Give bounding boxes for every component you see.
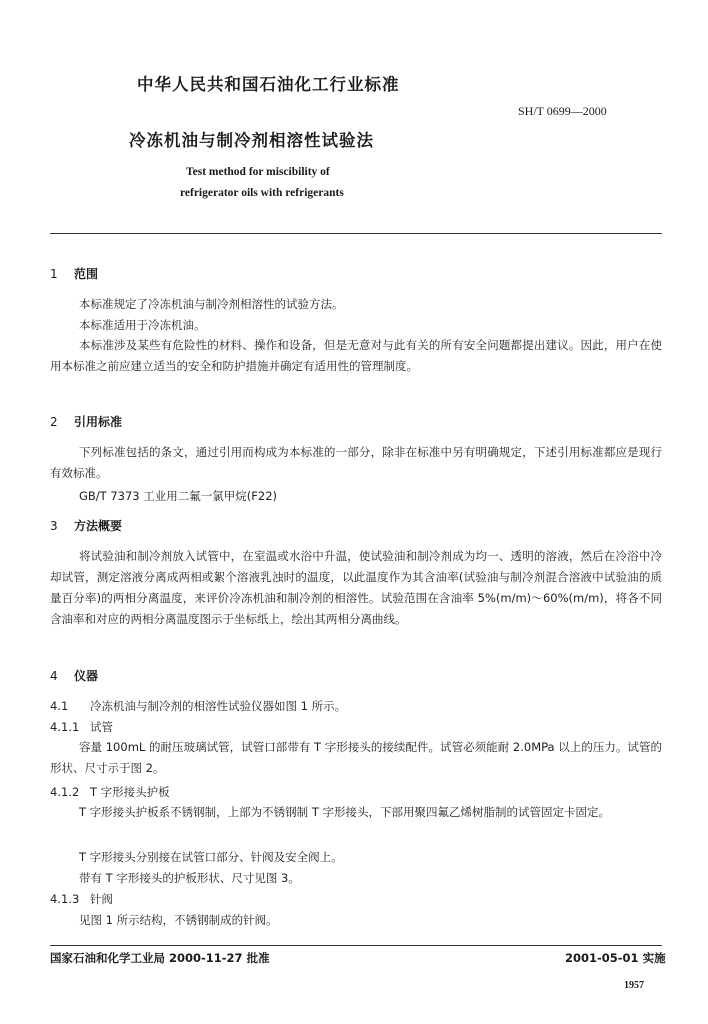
section-number: 3 bbox=[50, 519, 58, 533]
clause-4-1-2-para-1: T 字形接头护板系不锈钢制，上部为不锈钢制 T 字形接头，下部用聚四氟乙烯树脂制的试管固定卡固定。 bbox=[79, 805, 611, 819]
clause-4-1-2-heading bbox=[50, 784, 170, 800]
page-number: 1957 bbox=[624, 980, 644, 991]
standard-code: SH/T 0699—2000 bbox=[518, 104, 607, 118]
section-4-heading bbox=[50, 667, 98, 684]
clause-title: T 字形接头护板 bbox=[90, 785, 170, 799]
section-number: 4 bbox=[50, 669, 58, 683]
section-number: 2 bbox=[50, 415, 58, 429]
approval-line: 国家石油和化学工业局 2000-11-27 批准 bbox=[50, 951, 270, 965]
issuing-organization: 中华人民共和国石油化工行业标准 bbox=[137, 75, 400, 94]
clause-4-1-1-heading bbox=[50, 719, 113, 735]
footer-rule bbox=[50, 945, 662, 946]
clause-4-1-2-para-2: T 字形接头分别接在试管口部分、针阀及安全阀上。 bbox=[79, 850, 343, 864]
section-title: 范围 bbox=[74, 267, 99, 281]
document-title-cn: 冷冻机油与制冷剂相溶性试验法 bbox=[129, 131, 374, 150]
section-title: 方法概要 bbox=[74, 519, 123, 533]
header-rule bbox=[50, 233, 662, 234]
clause-number: 4.1.1 bbox=[50, 720, 80, 734]
clause-4-1-3-heading bbox=[50, 891, 113, 907]
effective-date: 2001-05-01 实施 bbox=[565, 951, 666, 965]
clause-4-1 bbox=[50, 698, 346, 714]
section-1-para-3: 本标准涉及某些有危险性的材料、操作和设备，但是无意对与此有关的所有安全问题都提出建议。因此，用户在使用本标准之前应建立适当的安全和防护措施并确定有适用性的管理制度。 bbox=[50, 338, 662, 373]
section-1-para-1: 本标准规定了冷冻机油与制冷剂相溶性的试验方法。 bbox=[79, 297, 344, 311]
clause-title: 针阀 bbox=[90, 892, 113, 906]
clause-text: 冷冻机油与制冷剂的相溶性试验仪器如图 1 所示。 bbox=[90, 699, 347, 713]
section-2-reference: GB/T 7373 工业用二氟一氯甲烷(F22) bbox=[79, 489, 277, 503]
clause-title: 试管 bbox=[90, 720, 113, 734]
section-2-para-1: 下列标准包括的条文，通过引用而构成为本标准的一部分，除非在标准中另有明确规定，下述引用标准都应是现行有效标准。 bbox=[50, 445, 662, 480]
section-3-para-1: 将试验油和制冷剂放入试管中，在室温或水浴中升温，使试验油和制冷剂成为均一、透明的溶液，然后在冷浴中冷却试管，测定溶液分离成两相或絮个溶液乳浊时的温度，以此温度作为其含油率(试验油与制冷剂混合溶液中试验油的质量百分率)的两相分离温度，来评价冷冻机油和制冷剂的相溶性。试验范围在含油率 5%(m/m)～60%(m/m)，将各不同含油率和对应的两相分离温度图示于坐标纸上，绘出其两相分离曲线。 bbox=[50, 549, 662, 626]
document-title-en-line1: Test method for miscibility of bbox=[186, 166, 330, 178]
clause-number: 4.1.3 bbox=[50, 892, 80, 906]
clause-number: 4.1 bbox=[50, 699, 69, 713]
document-title-en-line2: refrigerator oils with refrigerants bbox=[180, 187, 344, 199]
clause-number: 4.1.2 bbox=[50, 785, 80, 799]
clause-4-1-3-para: 见图 1 所示结构，不锈钢制成的针阀。 bbox=[79, 913, 278, 927]
section-1-para-2: 本标准适用于冷冻机油。 bbox=[79, 318, 206, 332]
section-3-heading bbox=[50, 517, 122, 534]
section-1-heading bbox=[50, 265, 98, 282]
section-2-heading bbox=[50, 413, 122, 430]
clause-4-1-1-para: 容量 100mL 的耐压玻璃试管，试管口部带有 T 字形接头的接续配件。试管必须能耐 2.0MPa 以上的压力。试管的形状、尺寸示于图 2。 bbox=[50, 740, 662, 775]
section-number: 1 bbox=[50, 267, 58, 281]
section-title: 引用标准 bbox=[74, 415, 123, 429]
clause-4-1-2-para-3: 带有 T 字形接头的护板形状、尺寸见图 3。 bbox=[79, 871, 300, 885]
section-title: 仪器 bbox=[74, 669, 99, 683]
